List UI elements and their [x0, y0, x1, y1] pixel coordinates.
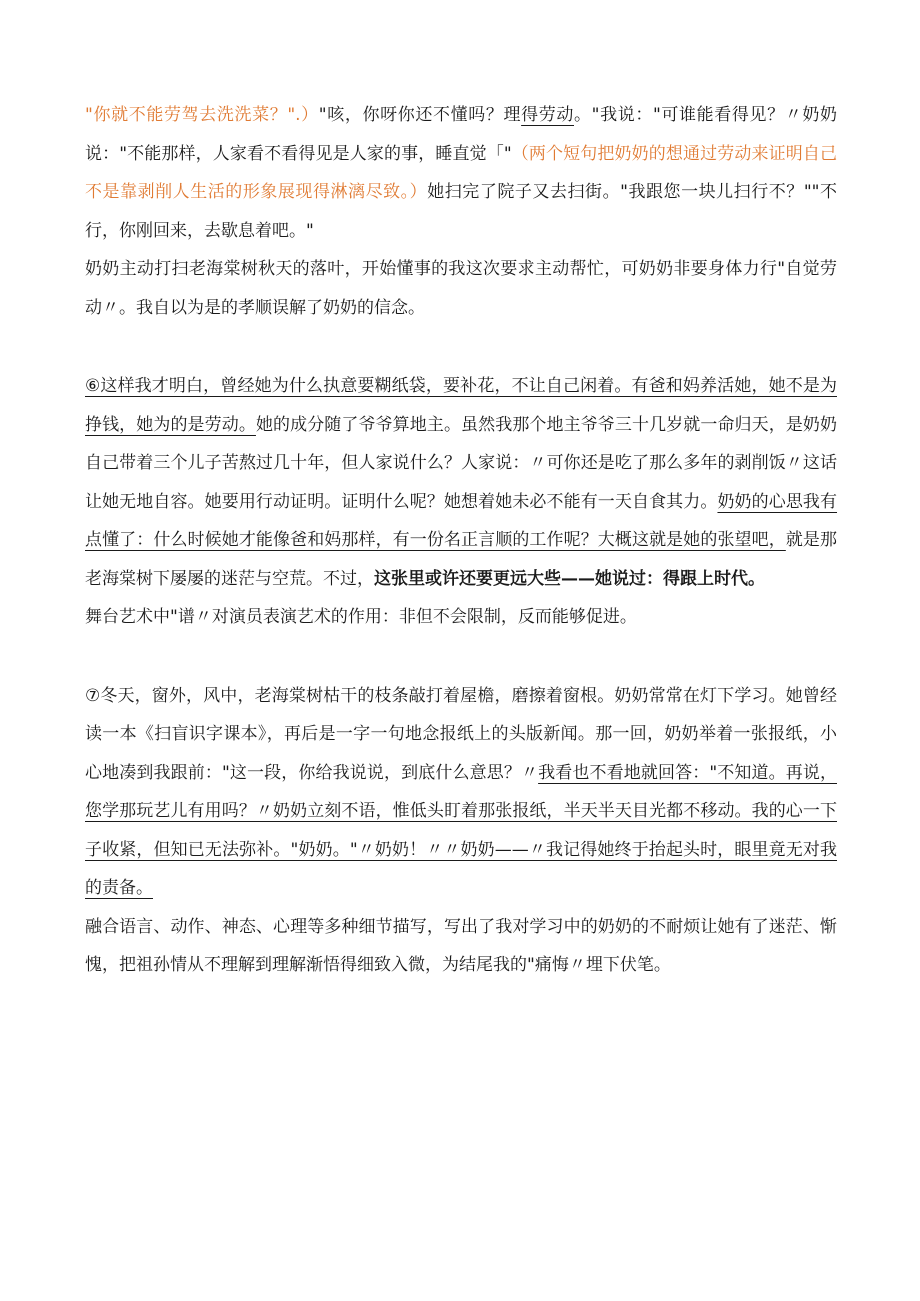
paragraph-dialogue — [85, 96, 837, 250]
underlined-sentence-1: ⑥这样我才明白，曾经她为什么执意要糊纸袋，要补花，不让自己闲着。有爸和妈养活她，她不是为挣钱，她为的是劳动。 — [85, 376, 837, 435]
spacer — [85, 327, 837, 367]
underlined-sentence-2: 奶奶的心思我有点懂了：什么时候她才能像爸和妈那样，有一份名正言顺的工作呢？大概这就是她的张望吧， — [85, 491, 838, 550]
annotation-comment: （两个短句把奶奶的想通过劳动来证明自己不是靠剥削人生活的形象展现得淋漓尽致。） — [85, 143, 838, 202]
document-page — [85, 96, 837, 985]
paragraph-analysis-1: 奶奶主动打扫老海棠树秋天的落叶，开始懂事的我这次要求主动帮忙，可奶奶非要身体力行"自觉劳动〃。我自以为是的孝顺误解了奶奶的信念。 — [85, 259, 837, 318]
paragraph-6-text-2: 就是那老海棠树下屡屡的迷茫与空荒。不过， — [85, 530, 837, 589]
underlined-phrase: 得劳动 — [521, 105, 574, 125]
paragraph-analysis-3: 融合语言、动作、神态、心理等多种细节描写，写出了我对学习中的奶奶的不耐烦让她有了迷茫、惭愧，把祖孙情从不理解到理解渐悟得细致入微，为结尾我的"痛悔〃埋下伏笔。 — [85, 916, 837, 975]
dialogue-text: "咳，你呀你还不懂吗？理 — [318, 105, 522, 125]
paragraph-6-text-1: 她的成分随了爷爷算地主。虽然我那个地主爷爷三十几岁就一命归天，是奶奶自己带着三个儿子苦熬过几十年，但人家说什么？人家说：〃可你还是吃了那么多年的剥削饭〃这话让她无地自容。她要用行动证明。证明什么呢？她想着她未必不能有一天自食其力。 — [85, 414, 838, 512]
bold-sentence: 这张里或许还要更远大些——她说过：得跟上时代。 — [374, 568, 765, 589]
dialogue-text-2: 。"我说："可谁能看得见？〃奶奶说："不能那样，人家看不看得见是人家的事，睡直觉「" — [85, 105, 838, 164]
dialogue-text-3: 她扫完了院子又去扫街。"我跟您一块儿扫行不？""不行，你刚回来，去歇息着吧。" — [85, 182, 837, 241]
paragraph-6 — [85, 367, 837, 598]
paragraph-7 — [85, 677, 837, 908]
paragraph-analysis-2: 舞台艺术中"谱〃对演员表演艺术的作用：非但不会限制，反而能够促进。 — [85, 607, 637, 627]
paragraph-7-text: ⑦冬天，窗外，风中，老海棠树枯干的枝条敲打着屋檐，磨擦着窗根。奶奶常常在灯下学习。她曾经读一本《扫盲识字课本》，再后是一字一句地念报纸上的头版新闻。那一回，奶奶举着一张报纸，小心地凑到我跟前："这一段，你给我说说，到底什么意思？〃 — [85, 685, 837, 783]
spacer-2 — [85, 637, 837, 677]
annotation-quote: "你就不能劳驾去洗洗菜？".） — [85, 105, 319, 125]
underlined-passage: 我看也不看地就回答："不知道。再说，您学那玩艺儿有用吗？〃奶奶立刻不语，惟低头盯着那张报纸，半天半天目光都不移动。我的心一下子收紧，但知已无法弥补。"奶奶。"〃奶奶！〃〃奶奶——〃我记得她终于抬起头时，眼里竟无对我的责备。 — [85, 762, 837, 898]
